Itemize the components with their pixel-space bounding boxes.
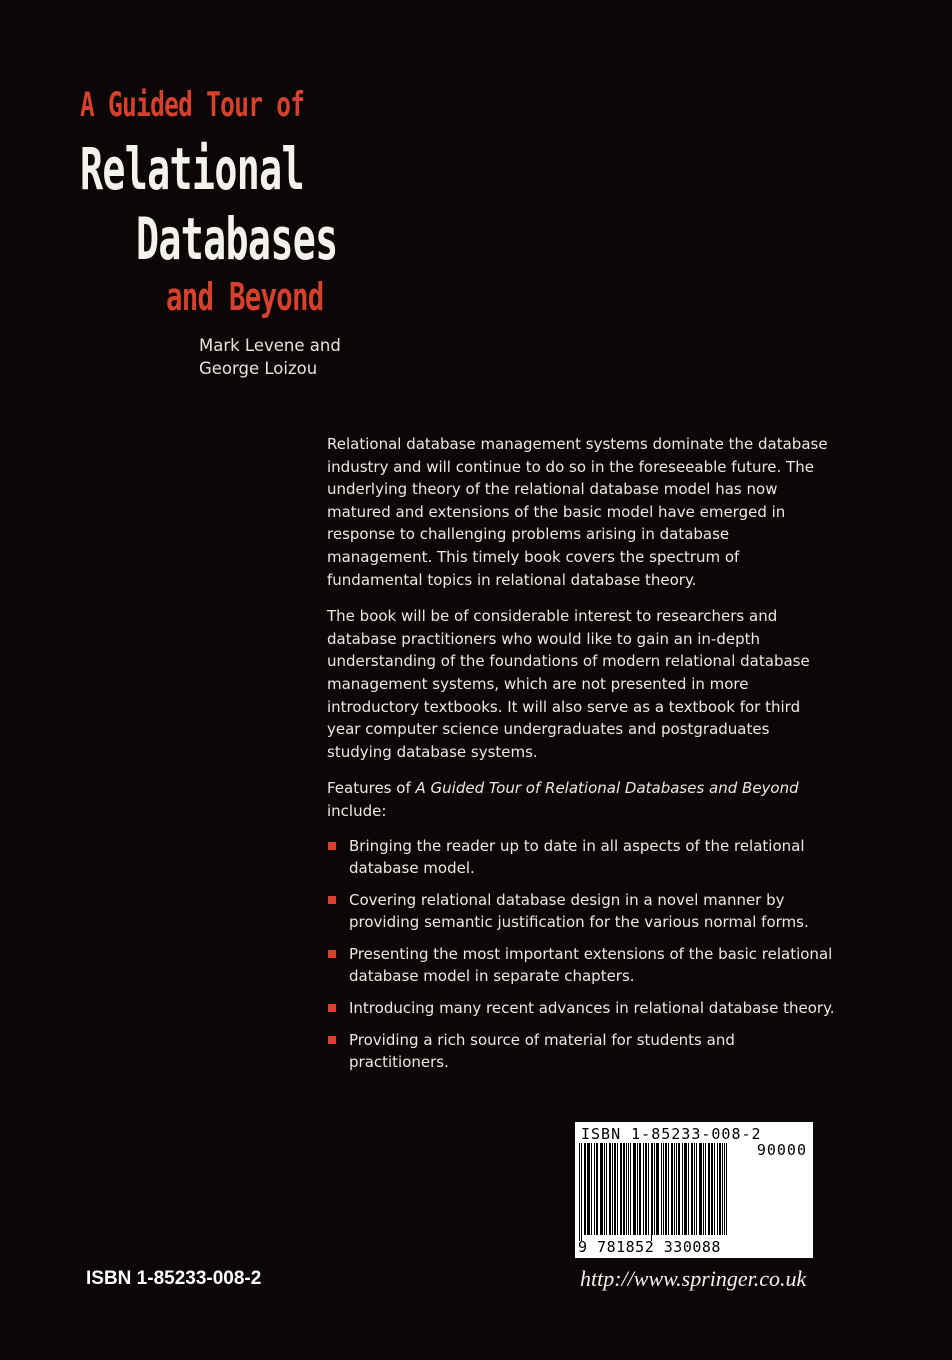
feature-item: [327, 835, 837, 880]
features-list: [327, 835, 837, 1074]
blurb-paragraph-2: The book will be of considerable interest to researchers and database practitioners who would like to gain an in-depth understanding of the foundations of modern relational database management systems, which are not presented in more introductory textbooks. It will also serve as a textbook for third year computer science undergraduates and postgraduates studying database systems.: [327, 607, 810, 761]
square-bullet-icon: [328, 1036, 336, 1044]
title-line-guided-tour: A Guided Tour of: [80, 85, 305, 125]
title-line-and-beyond: and Beyond: [166, 275, 324, 319]
feature-text: Providing a rich source of material for students and practitioners.: [349, 1030, 735, 1072]
barcode-ean-digits: 9 781852 330088: [578, 1238, 721, 1256]
feature-text: Bringing the reader up to date in all aspects of the relational database model.: [349, 836, 805, 878]
barcode-isbn-label: ISBN 1-85233-008-2: [581, 1125, 762, 1143]
publisher-url: http://www.springer.co.uk: [580, 1266, 807, 1291]
isbn-number: ISBN 1-85233-008-2: [86, 1268, 262, 1289]
features-intro-book-title: A Guided Tour of Relational Databases and Beyond: [415, 779, 799, 798]
features-intro-prefix: Features of: [327, 779, 416, 798]
author-line-1: Mark Levene and: [199, 336, 341, 355]
isbn-barcode: [575, 1122, 813, 1258]
title-line-databases: Databases: [136, 205, 338, 273]
feature-text: Covering relational database design in a novel manner by providing semantic justification for the various normal forms.: [349, 890, 809, 932]
feature-item: [327, 889, 837, 934]
back-cover-blurb: [327, 433, 837, 1083]
feature-item: [327, 943, 837, 988]
title-line-relational: Relational: [80, 135, 304, 203]
barcode-price-code: 90000: [756, 1141, 807, 1159]
feature-item: [327, 1029, 837, 1074]
features-intro-suffix: include:: [327, 801, 387, 820]
square-bullet-icon: [328, 896, 336, 904]
feature-item: [327, 997, 837, 1020]
author-line-2: George Loizou: [199, 359, 318, 378]
feature-text: Presenting the most important extensions of the basic relational database model in separate chapters.: [349, 944, 833, 986]
feature-text: Introducing many recent advances in relational database theory.: [349, 999, 835, 1018]
square-bullet-icon: [328, 842, 336, 850]
blurb-paragraph-1: Relational database management systems dominate the database industry and will continue to do so in the foreseeable future. The underlying theory of the relational database model has now matured and extensions of the basic model have emerged in response to challenging problems arising in database management. This timely book covers the spectrum of fundamental topics in relational database theory.: [327, 435, 828, 589]
square-bullet-icon: [328, 950, 336, 958]
features-intro: [327, 777, 837, 822]
authors: [199, 334, 341, 380]
barcode-bars: [579, 1143, 729, 1241]
square-bullet-icon: [328, 1004, 336, 1012]
